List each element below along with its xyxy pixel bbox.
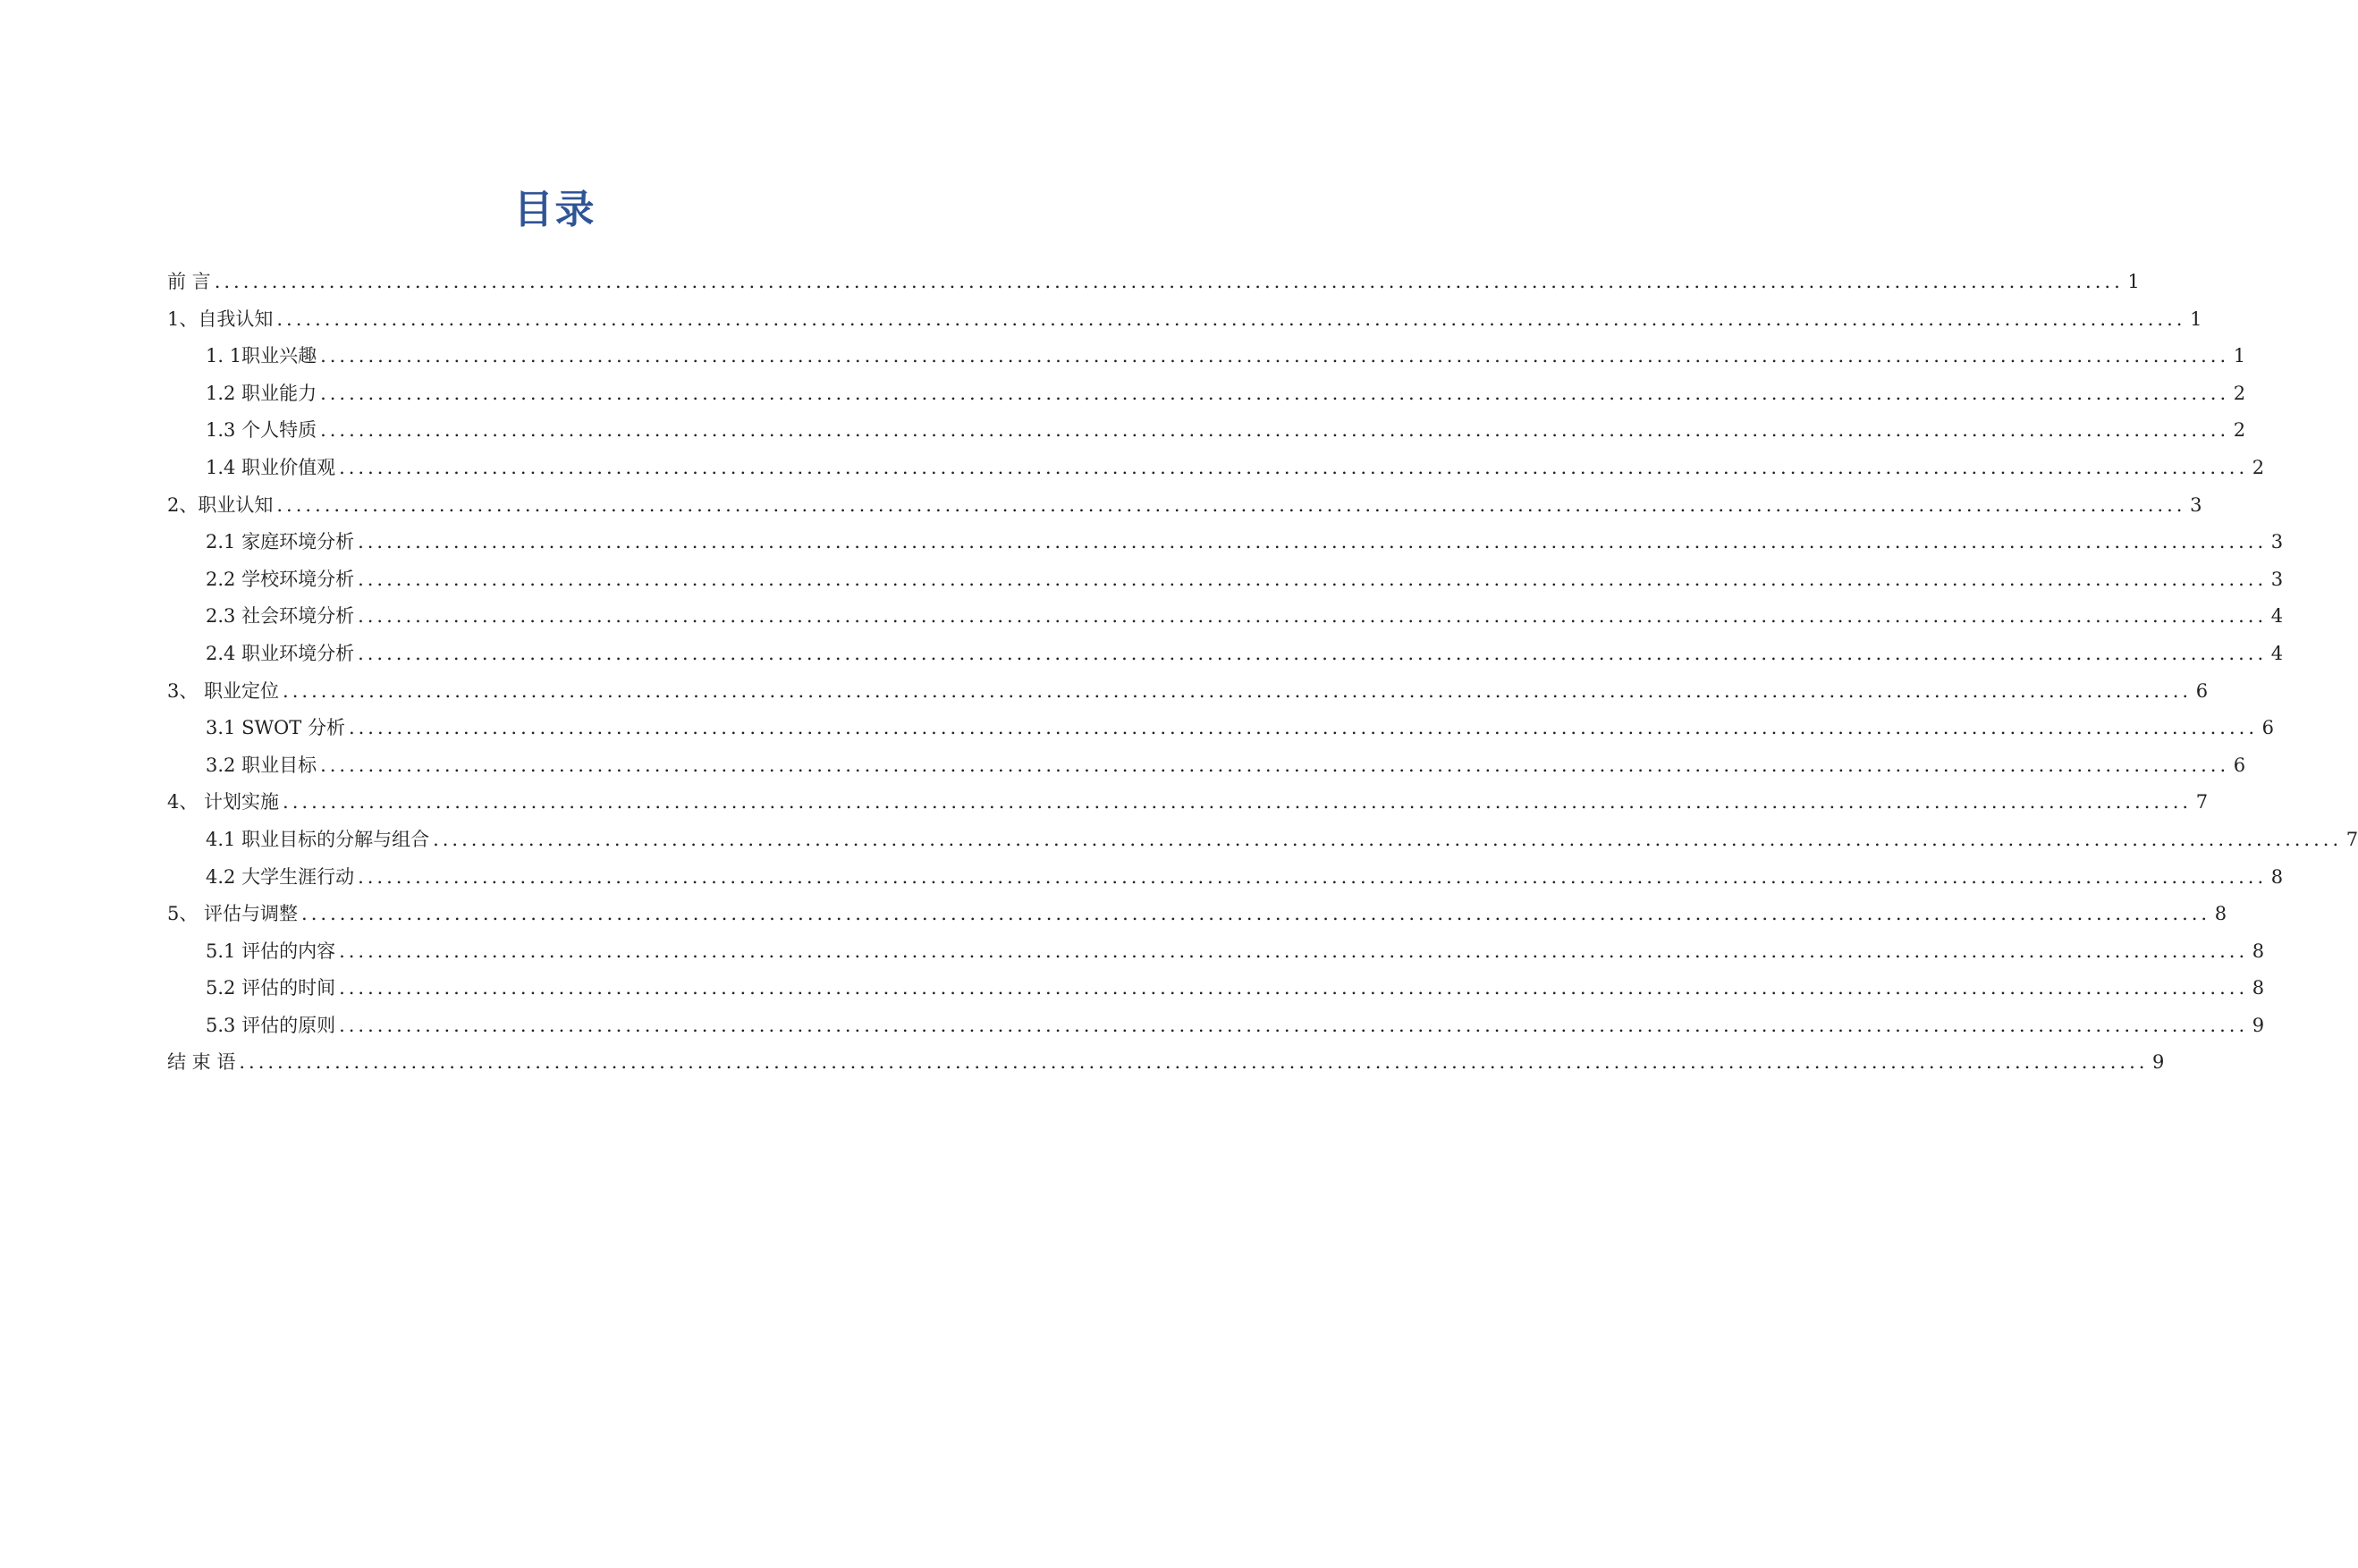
toc-entry[interactable] — [167, 822, 2358, 859]
toc-entry-page-number: 2 — [2233, 419, 2246, 442]
toc-dot-leader: ........................................................................................................................................................................................................ — [358, 605, 2268, 628]
toc-entry-page-number: 8 — [2252, 977, 2265, 999]
toc-entry[interactable] — [167, 264, 2140, 301]
table-of-contents — [167, 264, 2358, 1082]
toc-entry-page-number: 8 — [2270, 865, 2284, 888]
toc-entry[interactable] — [167, 1007, 2265, 1045]
toc-entry-page-number: 6 — [2233, 754, 2246, 776]
toc-dot-leader: ........................................................................................................................................................................................................ — [320, 382, 2230, 404]
toc-dot-leader: ........................................................................................................................................................................................................ — [358, 865, 2268, 888]
toc-entry[interactable] — [167, 710, 2275, 747]
toc-entry-page-number: 9 — [2152, 1051, 2165, 1074]
toc-entry[interactable] — [167, 450, 2265, 487]
toc-entry-label: 4.1 职业目标的分解与组合 — [206, 828, 430, 850]
toc-entry[interactable] — [167, 1044, 2165, 1082]
toc-entry-label: 1.3 个人特质 — [206, 419, 317, 442]
toc-entry-page-number: 6 — [2261, 717, 2275, 739]
toc-entry-label: 3.1 SWOT 分析 — [206, 717, 345, 739]
toc-entry-label: 5、 评估与调整 — [167, 903, 299, 925]
toc-entry-label: 2.1 家庭环境分析 — [206, 531, 355, 553]
toc-entry-page-number: 9 — [2252, 1014, 2265, 1036]
toc-entry-label: 1.2 职业能力 — [206, 382, 317, 404]
toc-entry-label: 2.2 学校环境分析 — [206, 568, 355, 590]
toc-entry-page-number: 7 — [2195, 791, 2209, 814]
toc-entry-page-number: 3 — [2270, 531, 2284, 553]
toc-dot-leader: ........................................................................................................................................................................................................ — [276, 493, 2186, 516]
toc-entry-page-number: 3 — [2190, 493, 2202, 516]
toc-dot-leader: ........................................................................................................................................................................................................ — [339, 940, 2249, 962]
toc-entry[interactable] — [167, 561, 2284, 599]
toc-entry[interactable] — [167, 784, 2209, 822]
toc-entry[interactable] — [167, 747, 2246, 785]
toc-entry[interactable] — [167, 524, 2284, 561]
toc-entry[interactable] — [167, 859, 2284, 897]
toc-dot-leader: ........................................................................................................................................................................................................ — [433, 828, 2343, 850]
toc-entry[interactable] — [167, 673, 2209, 711]
toc-dot-leader: ........................................................................................................................................................................................................ — [276, 308, 2186, 330]
toc-entry-label: 5.1 评估的内容 — [206, 940, 336, 962]
toc-dot-leader: ........................................................................................................................................................................................................ — [214, 271, 2124, 292]
toc-dot-leader: ........................................................................................................................................................................................................ — [320, 754, 2230, 776]
toc-entry[interactable] — [167, 598, 2284, 636]
toc-entry-page-number: 6 — [2195, 679, 2209, 702]
toc-entry-label: 结 束 语 — [167, 1051, 236, 1074]
toc-entry-page-number: 2 — [2252, 456, 2265, 478]
toc-entry-label: 4、 计划实施 — [167, 791, 280, 814]
toc-entry-page-number: 4 — [2270, 605, 2284, 628]
toc-dot-leader: ........................................................................................................................................................................................................ — [339, 456, 2249, 478]
toc-entry[interactable] — [167, 970, 2265, 1007]
toc-entry-page-number: 2 — [2233, 382, 2246, 404]
toc-entry-page-number: 7 — [2345, 828, 2358, 850]
toc-entry[interactable] — [167, 412, 2246, 450]
toc-entry-page-number: 1 — [2190, 308, 2202, 330]
toc-dot-leader: ........................................................................................................................................................................................................ — [320, 345, 2230, 367]
toc-entry-page-number: 3 — [2270, 568, 2284, 590]
page-title: 目录 — [513, 187, 596, 232]
toc-entry-label: 前 言 — [167, 271, 211, 292]
toc-entry-label: 3、 职业定位 — [167, 679, 280, 702]
toc-entry-label: 5.2 评估的时间 — [206, 977, 336, 999]
toc-entry-page-number: 8 — [2214, 903, 2227, 925]
toc-dot-leader: ........................................................................................................................................................................................................ — [339, 1014, 2249, 1036]
toc-entry-page-number: 1 — [2233, 345, 2246, 367]
toc-entry-label: 2.3 社会环境分析 — [206, 605, 355, 628]
toc-dot-leader: ........................................................................................................................................................................................................ — [358, 531, 2268, 553]
toc-entry-label: 4.2 大学生涯行动 — [206, 865, 355, 888]
toc-dot-leader: ........................................................................................................................................................................................................ — [320, 419, 2230, 442]
toc-entry-label: 2.4 职业环境分析 — [206, 642, 355, 664]
toc-entry-label: 1. 1职业兴趣 — [206, 345, 317, 367]
toc-entry-label: 2、职业认知 — [167, 493, 274, 516]
toc-entry-page-number: 8 — [2252, 940, 2265, 962]
toc-entry-label: 1.4 职业价值观 — [206, 456, 336, 478]
toc-entry[interactable] — [167, 896, 2227, 933]
toc-entry-label: 3.2 职业目标 — [206, 754, 317, 776]
toc-dot-leader: ........................................................................................................................................................................................................ — [283, 791, 2193, 814]
toc-dot-leader: ........................................................................................................................................................................................................ — [358, 642, 2268, 664]
toc-entry[interactable] — [167, 933, 2265, 971]
toc-dot-leader: ........................................................................................................................................................................................................ — [239, 1051, 2149, 1074]
toc-entry-label: 1、自我认知 — [167, 308, 274, 330]
toc-dot-leader: ........................................................................................................................................................................................................ — [301, 903, 2211, 925]
toc-entry[interactable] — [167, 375, 2246, 413]
toc-entry[interactable] — [167, 301, 2202, 339]
toc-dot-leader: ........................................................................................................................................................................................................ — [358, 568, 2268, 590]
toc-dot-leader: ........................................................................................................................................................................................................ — [339, 977, 2249, 999]
toc-entry[interactable] — [167, 636, 2284, 673]
toc-entry[interactable] — [167, 487, 2202, 525]
toc-entry-page-number: 4 — [2270, 642, 2284, 664]
toc-entry[interactable] — [167, 338, 2246, 375]
toc-dot-leader: ........................................................................................................................................................................................................ — [283, 679, 2193, 702]
toc-entry-label: 5.3 评估的原则 — [206, 1014, 336, 1036]
toc-dot-leader: ........................................................................................................................................................................................................ — [348, 717, 2259, 739]
toc-entry-page-number: 1 — [2127, 271, 2140, 292]
